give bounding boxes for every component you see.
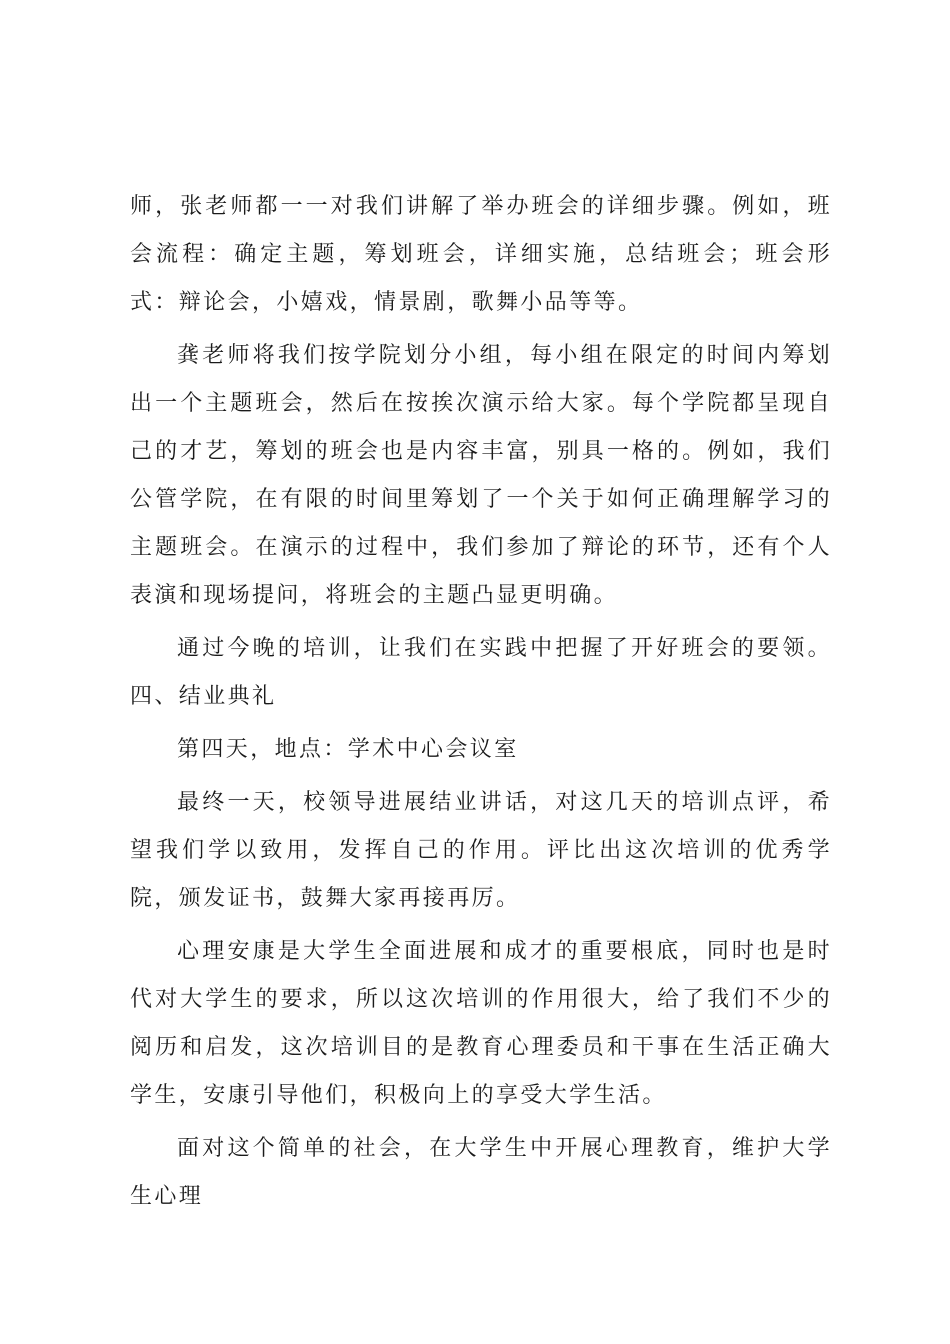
paragraph-4: 第四天，地点：学术中心会议室 — [177, 737, 519, 762]
paragraph-7: 面对这个简单的社会，在大学生中开展心理教育，维护大学生心理 — [130, 1136, 832, 1209]
paragraph-1: 师，张老师都一一对我们讲解了举办班会的详细步骤。例如，班会流程：确定主题，筹划班会，详细实施，总结班会；班会形式：辩论会，小嬉戏，情景剧，歌舞小品等等。 — [130, 194, 832, 315]
document-body — [130, 183, 832, 1226]
paragraph-5: 最终一天，校领导进展结业讲话，对这几天的培训点评，希望我们学以致用，发挥自己的作用。评比出这次培训的优秀学院，颁发证书，鼓舞大家再接再厉。 — [130, 790, 832, 911]
paragraph-2: 龚老师将我们按学院划分小组，每小组在限定的时间内筹划出一个主题班会，然后在按挨次演示给大家。每个学院都呈现自己的才艺，筹划的班会也是内容丰富，别具一格的。例如，我们公管学院，在有限的时间里筹划了一个关于如何正确理解学习的主题班会。在演示的过程中，我们参加了辩论的环节，还有个人表演和现场提问，将班会的主题凸显更明确。 — [130, 343, 832, 608]
paragraph-6: 心理安康是大学生全面进展和成才的重要根底，同时也是时代对大学生的要求，所以这次培训的作用很大，给了我们不少的阅历和启发，这次培训目的是教育心理委员和干事在生活正确大学生，安康引导他们，积极向上的享受大学生活。 — [130, 939, 832, 1108]
paragraph-3: 通过今晚的培训，让我们在实践中把握了开好班会的要领。四、结业典礼 — [130, 636, 832, 709]
